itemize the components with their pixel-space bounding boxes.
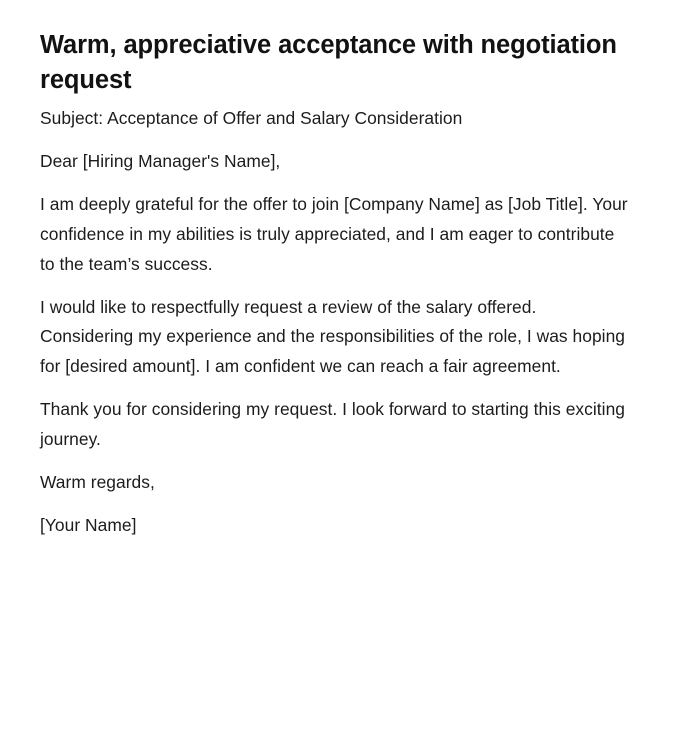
body-paragraph: I would like to respectfully request a review of the salary offered. Considering my experience and the responsibilities of the role, I was hoping for [desired amount]. I am confident we can reach a fair agreement. (40, 296, 625, 377)
body-paragraph: I am deeply grateful for the offer to join [Company Name] as [Job Title]. Your confidence in my abilities is truly appreciated, and I am eager to contribute to the team’s success. (40, 193, 628, 274)
salutation: Dear [Hiring Manager's Name], (40, 150, 281, 171)
body-paragraph: Thank you for considering my request. I look forward to starting this exciting journey. (40, 399, 626, 450)
letter-body (40, 104, 630, 541)
signature-line: [Your Name] (40, 515, 137, 536)
page-title: Warm, appreciative acceptance with negotiation request (40, 31, 617, 94)
closing-line: Warm regards, (40, 472, 155, 493)
subject-line: Subject: Acceptance of Offer and Salary Consideration (40, 107, 463, 128)
